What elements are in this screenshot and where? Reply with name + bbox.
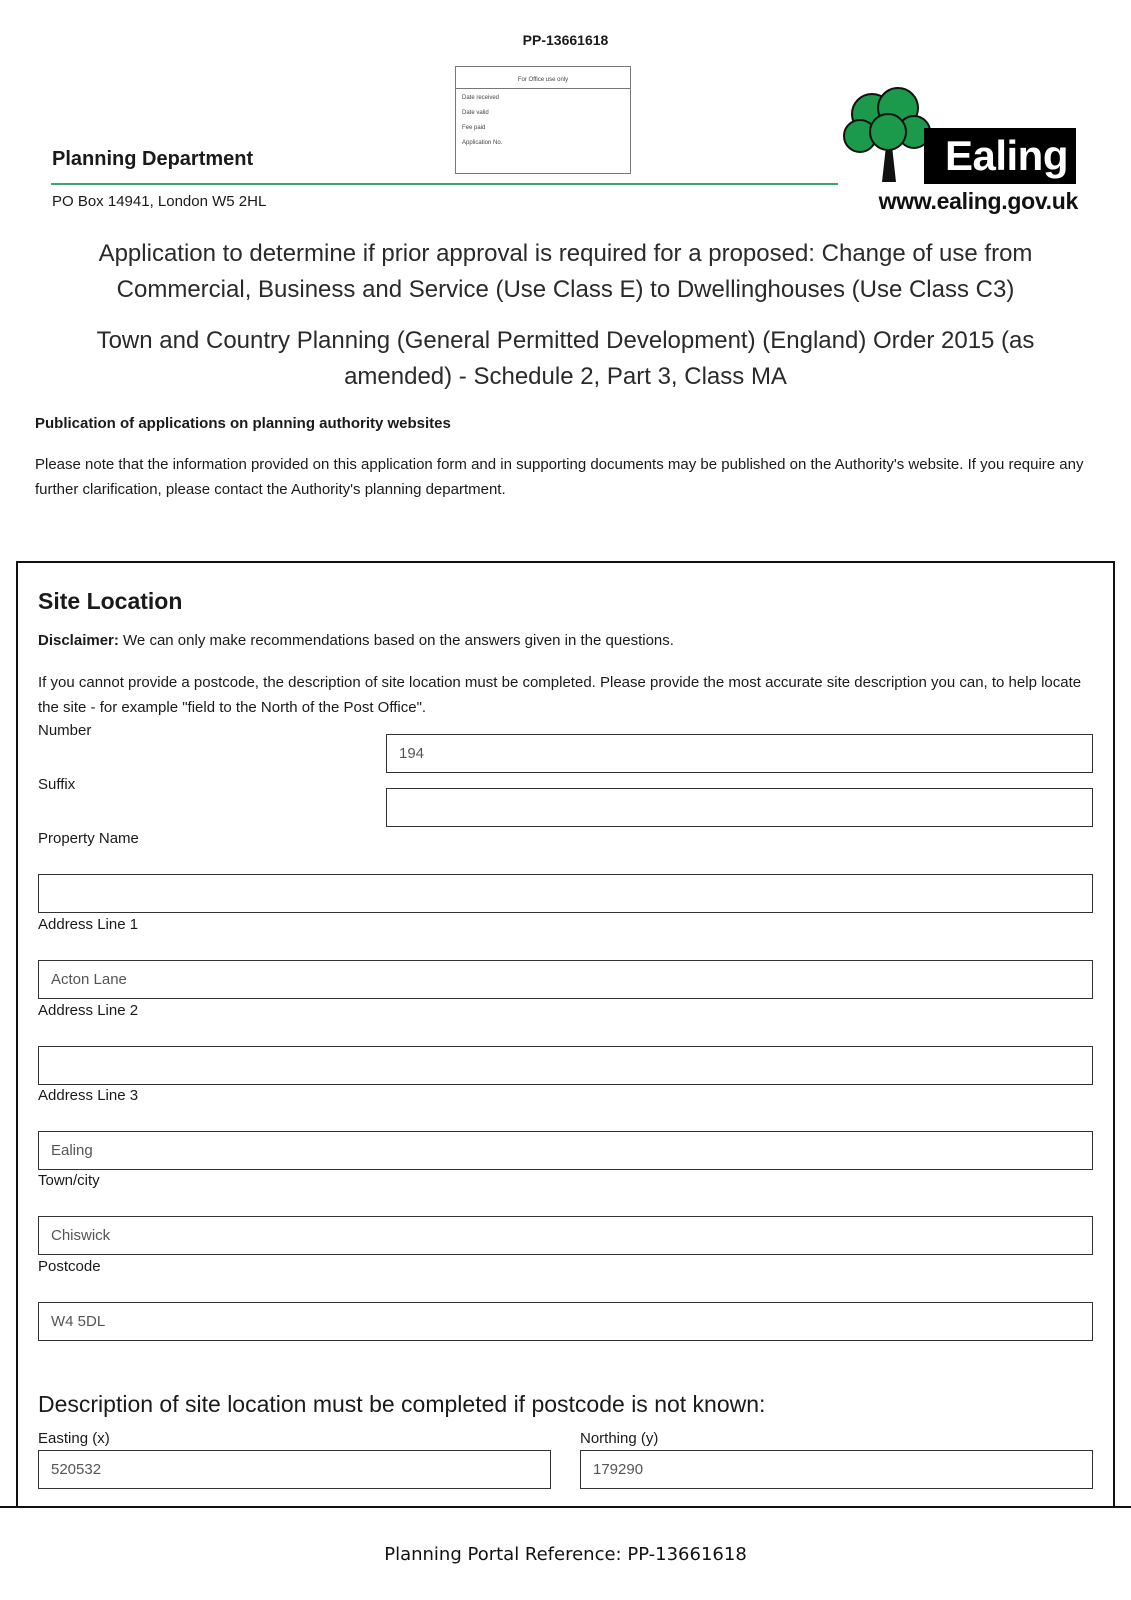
- suffix-field[interactable]: [386, 788, 1093, 827]
- office-use-box: [455, 66, 631, 174]
- suffix-label: Suffix: [38, 776, 76, 793]
- site-instructions: If you cannot provide a postcode, the description of site location must be completed. Please provide the most accurate site description you can, to help locate the site - for example "field to the North of the Post Office".: [38, 674, 1082, 716]
- logo-wordmark: Ealing: [924, 128, 1076, 184]
- town-city-field[interactable]: Chiswick: [38, 1216, 1093, 1255]
- easting-label: Easting (x): [38, 1430, 110, 1447]
- office-box-title: For Office use only: [456, 67, 630, 89]
- address-line-2-field[interactable]: [38, 1046, 1093, 1085]
- department-name: Planning Department: [52, 148, 254, 170]
- reference-number: PP-13661618: [522, 32, 609, 48]
- easting-field[interactable]: 520532: [38, 1450, 551, 1489]
- department-address: PO Box 14941, London W5 2HL: [52, 193, 267, 210]
- number-label: Number: [38, 722, 92, 739]
- postcode-field[interactable]: W4 5DL: [38, 1302, 1093, 1341]
- town-city-label: Town/city: [38, 1172, 100, 1189]
- disclaimer-text: We can only make recommendations based on the answers given in the questions.: [123, 632, 674, 649]
- logo-url: www.ealing.gov.uk: [878, 188, 1078, 214]
- number-field[interactable]: 194: [386, 734, 1093, 773]
- office-box-row-date-received: Date received: [462, 95, 500, 101]
- postcode-label: Postcode: [38, 1258, 101, 1275]
- application-title: Application to determine if prior approval is required for a proposed: Change of use from Commercial, Business and Service (Use Class E) to Dwellinghouses (Use Class C3): [98, 240, 1033, 303]
- property-name-label: Property Name: [38, 830, 139, 847]
- header-divider: [51, 183, 838, 185]
- publication-notice: Please note that the information provided on this application form and in supporting documents may be published on the Authority's website. If you require any further clarification, please contact the Authority's planning department.: [35, 456, 1084, 498]
- address-line-1-field[interactable]: Acton Lane: [38, 960, 1093, 999]
- address-line-3-field[interactable]: Ealing: [38, 1131, 1093, 1170]
- property-name-field[interactable]: [38, 874, 1093, 913]
- address-line-3-label: Address Line 3: [38, 1087, 139, 1104]
- address-line-1-label: Address Line 1: [38, 916, 139, 933]
- footer-divider: [0, 1506, 1131, 1508]
- section-title: Site Location: [38, 588, 183, 614]
- application-subtitle: Town and Country Planning (General Permitted Development) (England) Order 2015 (as amended) - Schedule 2, Part 3, Class MA: [96, 327, 1035, 390]
- office-box-row-application-no: Application No.: [462, 140, 503, 146]
- tree-icon: [838, 84, 938, 184]
- footer-reference: Planning Portal Reference: PP-13661618: [384, 1544, 747, 1565]
- site-description-heading: Description of site location must be completed if postcode is not known:: [38, 1391, 766, 1417]
- disclaimer-label: Disclaimer:: [38, 632, 119, 649]
- northing-label: Northing (y): [580, 1430, 659, 1447]
- ealing-logo: [838, 84, 1078, 214]
- publication-heading: Publication of applications on planning authority websites: [35, 415, 451, 432]
- site-location-section: [16, 561, 1115, 1506]
- northing-field[interactable]: 179290: [580, 1450, 1093, 1489]
- office-box-row-date-valid: Date valid: [462, 110, 489, 116]
- office-box-row-fee-paid: Fee paid: [462, 125, 486, 131]
- disclaimer: [38, 632, 674, 649]
- address-line-2-label: Address Line 2: [38, 1002, 139, 1019]
